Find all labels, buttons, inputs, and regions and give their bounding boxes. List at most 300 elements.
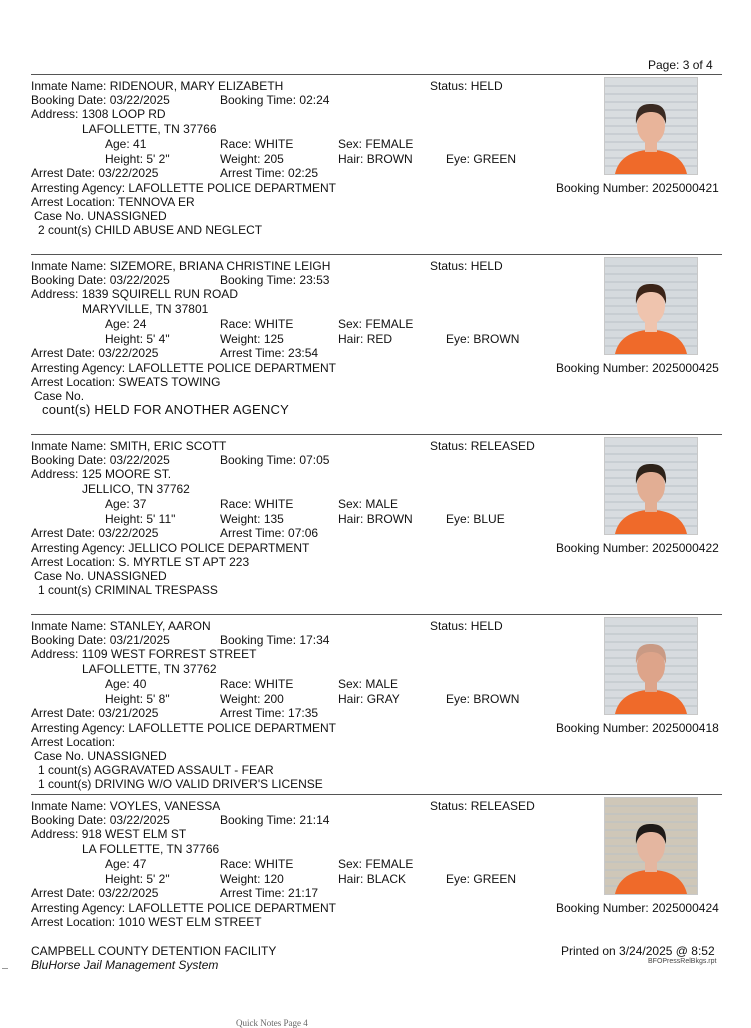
- hair-part: BROWN: [366, 512, 413, 526]
- arrest-location-part: Arrest Location:: [31, 375, 116, 389]
- eye-part: Eye:: [446, 512, 471, 526]
- case-number: [34, 749, 167, 763]
- hair-part: Hair:: [338, 512, 364, 526]
- sex-part: MALE: [365, 497, 399, 511]
- mugshot-photo: [604, 437, 698, 535]
- charge: [38, 777, 323, 791]
- height-part: 5' 2": [146, 152, 170, 166]
- charge: [38, 763, 274, 777]
- eye-part: Eye:: [446, 332, 471, 346]
- status: [430, 439, 535, 453]
- height-part: Height:: [105, 332, 144, 346]
- booking-number: [556, 181, 719, 195]
- mugshot-photo: [604, 617, 698, 715]
- booking-number-part: 2025000424: [652, 901, 719, 915]
- arrest-date-part: Arrest Date:: [31, 526, 96, 540]
- status-part: RELEASED: [470, 439, 535, 453]
- weight-part: 120: [263, 872, 284, 886]
- address-line-2-part: LAFOLLETTE, TN 37766: [82, 122, 217, 136]
- race-part: Race:: [220, 317, 252, 331]
- arrest-time: [220, 346, 318, 360]
- booking-number-part: Booking Number:: [556, 901, 649, 915]
- arrest-date: [31, 706, 158, 720]
- height: [105, 512, 175, 526]
- arrest-time-part: Arrest Time:: [220, 346, 285, 360]
- age-part: Age:: [105, 677, 130, 691]
- sex-part: FEMALE: [365, 317, 414, 331]
- sex-part: FEMALE: [365, 137, 414, 151]
- address-line-1-part: 1839 SQUIRELL RUN ROAD: [81, 287, 238, 301]
- status-part: Status:: [430, 619, 468, 633]
- address-line-2: [82, 482, 190, 496]
- charge-part: 1 count(s) DRIVING W/O VALID DRIVER'S LICENSE: [38, 777, 323, 791]
- age-part: Age:: [105, 137, 130, 151]
- arrest-date: [31, 346, 158, 360]
- eye: [446, 872, 516, 886]
- booking-time-part: 07:05: [299, 453, 330, 467]
- weight-part: 205: [263, 152, 284, 166]
- record-divider: [31, 434, 722, 435]
- race-part: Race:: [220, 857, 252, 871]
- arrest-date-part: Arrest Date:: [31, 346, 96, 360]
- race: [220, 317, 293, 331]
- case-number-part: UNASSIGNED: [87, 209, 167, 223]
- charge: [38, 583, 218, 597]
- booking-time-part: 21:14: [299, 813, 330, 827]
- race: [220, 137, 293, 151]
- inmate-name: [31, 799, 220, 813]
- address-line-1-part: 125 MOORE ST.: [81, 467, 172, 481]
- eye-part: BROWN: [473, 692, 520, 706]
- inmate-record: [31, 614, 722, 792]
- hair: [338, 872, 406, 886]
- race-part: WHITE: [254, 497, 294, 511]
- arrest-date: [31, 526, 158, 540]
- eye: [446, 332, 519, 346]
- arrest-time-part: 07:06: [288, 526, 319, 540]
- arresting-agency-part: Arresting Agency:: [31, 721, 126, 735]
- age-part: 40: [133, 677, 147, 691]
- booking-number: [556, 901, 719, 915]
- system-name: BluHorse Jail Management System: [31, 958, 219, 972]
- eye-part: GREEN: [473, 872, 517, 886]
- arresting-agency-part: Arresting Agency:: [31, 361, 126, 375]
- booking-date: [31, 453, 170, 467]
- booking-time: [220, 813, 329, 827]
- race-part: Race:: [220, 137, 252, 151]
- arrest-date-part: Arrest Date:: [31, 166, 96, 180]
- race: [220, 677, 293, 691]
- mugshot-photo: [604, 77, 698, 175]
- arrest-time: [220, 526, 318, 540]
- booking-date-part: 03/21/2025: [109, 633, 170, 647]
- height-part: 5' 8": [146, 692, 170, 706]
- arrest-date-part: 03/22/2025: [98, 526, 159, 540]
- arresting-agency: [31, 181, 336, 195]
- sex: [338, 677, 398, 691]
- arrest-time-part: Arrest Time:: [220, 886, 285, 900]
- charge-part: 1 count(s) AGGRAVATED ASSAULT - FEAR: [38, 763, 274, 777]
- arrest-date: [31, 886, 158, 900]
- weight-part: Weight:: [220, 692, 261, 706]
- weight: [220, 872, 284, 886]
- booking-number-part: Booking Number:: [556, 181, 649, 195]
- arresting-agency: [31, 721, 336, 735]
- address-line-2-part: JELLICO, TN 37762: [82, 482, 190, 496]
- race-part: Race:: [220, 497, 252, 511]
- race-part: WHITE: [254, 317, 294, 331]
- booking-time: [220, 93, 329, 107]
- eye: [446, 512, 505, 526]
- weight: [220, 692, 284, 706]
- booking-date-part: Booking Date:: [31, 453, 107, 467]
- arresting-agency: [31, 901, 336, 915]
- arresting-agency-part: JELLICO POLICE DEPARTMENT: [128, 541, 310, 555]
- sex-part: Sex:: [338, 137, 363, 151]
- case-number: [34, 389, 84, 403]
- hair-part: Hair:: [338, 872, 364, 886]
- age-part: Age:: [105, 857, 130, 871]
- inmate-name: [31, 79, 283, 93]
- hair-part: Hair:: [338, 332, 364, 346]
- inmate-record: [31, 434, 722, 612]
- eye-part: Eye:: [446, 152, 471, 166]
- hair-part: BROWN: [366, 152, 413, 166]
- hair-part: Hair:: [338, 692, 364, 706]
- arresting-agency-part: LAFOLLETTE POLICE DEPARTMENT: [128, 901, 337, 915]
- arresting-agency-part: LAFOLLETTE POLICE DEPARTMENT: [128, 361, 337, 375]
- age: [105, 137, 146, 151]
- hair: [338, 692, 400, 706]
- hair-part: BLACK: [366, 872, 407, 886]
- age-part: 41: [133, 137, 147, 151]
- status-part: Status:: [430, 799, 468, 813]
- inmate-record: [31, 254, 722, 432]
- inmate-name-part: STANLEY, AARON: [109, 619, 211, 633]
- charge-part: 2 count(s) CHILD ABUSE AND NEGLECT: [38, 223, 263, 237]
- inmate-name: [31, 259, 330, 273]
- weight: [220, 512, 284, 526]
- record-divider: [31, 614, 722, 615]
- address-line-1: [31, 827, 186, 841]
- status: [430, 79, 503, 93]
- arrest-time-part: 23:54: [288, 346, 319, 360]
- arrest-location-part: S. MYRTLE ST APT 223: [118, 555, 250, 569]
- weight-part: Weight:: [220, 152, 261, 166]
- arrest-location-part: Arrest Location:: [31, 195, 116, 209]
- status-part: Status:: [430, 259, 468, 273]
- height: [105, 872, 170, 886]
- facility-name: CAMPBELL COUNTY DETENTION FACILITY: [31, 944, 277, 958]
- height-part: 5' 11": [146, 512, 176, 526]
- height-part: Height:: [105, 512, 144, 526]
- arrest-time-part: 21:17: [288, 886, 319, 900]
- address-line-1-part: Address:: [31, 287, 79, 301]
- status: [430, 259, 503, 273]
- age: [105, 677, 146, 691]
- race-part: WHITE: [254, 137, 294, 151]
- eye-part: GREEN: [473, 152, 517, 166]
- address-line-1-part: Address:: [31, 647, 79, 661]
- hair-part: GRAY: [366, 692, 400, 706]
- height-part: Height:: [105, 692, 144, 706]
- booking-date-part: Booking Date:: [31, 93, 107, 107]
- arrest-location-part: Arrest Location:: [31, 555, 116, 569]
- inmate-name-part: Inmate Name:: [31, 439, 107, 453]
- booking-date-part: 03/22/2025: [109, 93, 170, 107]
- arrest-time: [220, 886, 318, 900]
- height: [105, 332, 170, 346]
- eye: [446, 152, 516, 166]
- arresting-agency: [31, 361, 336, 375]
- hair-part: Hair:: [338, 152, 364, 166]
- printed-timestamp: Printed on 3/24/2025 @ 8:52: [561, 944, 715, 958]
- address-line-1-part: Address:: [31, 467, 79, 481]
- inmate-name: [31, 619, 211, 633]
- weight: [220, 332, 284, 346]
- weight-part: 200: [263, 692, 284, 706]
- address-line-1-part: 918 WEST ELM ST: [81, 827, 187, 841]
- age: [105, 497, 146, 511]
- weight-part: Weight:: [220, 332, 261, 346]
- arresting-agency: [31, 541, 309, 555]
- eye-part: BROWN: [473, 332, 520, 346]
- inmate-name-part: VOYLES, VANESSA: [109, 799, 221, 813]
- case-number: [34, 569, 167, 583]
- eye: [446, 692, 519, 706]
- address-line-1: [31, 647, 256, 661]
- hair: [338, 512, 413, 526]
- inmate-name-part: Inmate Name:: [31, 619, 107, 633]
- eye-part: Eye:: [446, 692, 471, 706]
- arrest-time: [220, 706, 318, 720]
- margin-mark: [2, 968, 8, 969]
- inmate-name-part: Inmate Name:: [31, 259, 107, 273]
- charge-part: count(s) HELD FOR ANOTHER AGENCY: [42, 402, 289, 417]
- booking-time-part: Booking Time:: [220, 93, 297, 107]
- height: [105, 152, 170, 166]
- address-line-2: [82, 122, 217, 136]
- booking-number-part: Booking Number:: [556, 721, 649, 735]
- race: [220, 857, 293, 871]
- booking-number-part: 2025000418: [652, 721, 719, 735]
- booking-number-part: Booking Number:: [556, 361, 649, 375]
- address-line-2-part: LA FOLLETTE, TN 37766: [82, 842, 220, 856]
- address-line-2-part: LAFOLLETTE, TN 37762: [82, 662, 217, 676]
- arresting-agency-part: Arresting Agency:: [31, 181, 126, 195]
- hair: [338, 152, 413, 166]
- arrest-time-part: 02:25: [288, 166, 319, 180]
- sex: [338, 137, 413, 151]
- booking-date: [31, 633, 170, 647]
- arresting-agency-part: LAFOLLETTE POLICE DEPARTMENT: [128, 721, 337, 735]
- sex-part: MALE: [365, 677, 399, 691]
- arresting-agency-part: Arresting Agency:: [31, 901, 126, 915]
- booking-date: [31, 813, 170, 827]
- inmate-name-part: RIDENOUR, MARY ELIZABETH: [109, 79, 284, 93]
- inmate-record: [31, 74, 722, 252]
- weight-part: 135: [263, 512, 284, 526]
- page-number: Page: 3 of 4: [648, 58, 713, 72]
- arrest-date-part: 03/22/2025: [98, 166, 159, 180]
- arrest-location: [31, 195, 195, 209]
- booking-date-part: 03/22/2025: [109, 453, 170, 467]
- record-divider: [31, 794, 722, 795]
- booking-date-part: Booking Date:: [31, 633, 107, 647]
- status-part: HELD: [470, 619, 503, 633]
- booking-time-part: Booking Time:: [220, 273, 297, 287]
- address-line-2: [82, 662, 217, 676]
- age: [105, 317, 146, 331]
- charge: [38, 223, 262, 237]
- booking-time-part: 23:53: [299, 273, 330, 287]
- booking-time: [220, 273, 329, 287]
- booking-number: [556, 721, 719, 735]
- weight: [220, 152, 284, 166]
- inmate-name-part: Inmate Name:: [31, 799, 107, 813]
- arrest-location: [31, 735, 115, 749]
- hair: [338, 332, 392, 346]
- booking-time-part: Booking Time:: [220, 633, 297, 647]
- booking-date-part: 03/22/2025: [109, 813, 170, 827]
- weight-part: Weight:: [220, 872, 261, 886]
- record-divider: [31, 254, 722, 255]
- eye-part: Eye:: [446, 872, 471, 886]
- sex-part: FEMALE: [365, 857, 414, 871]
- inmate-name-part: Inmate Name:: [31, 79, 107, 93]
- race-part: Race:: [220, 677, 252, 691]
- address-line-2-part: MARYVILLE, TN 37801: [82, 302, 209, 316]
- hair-part: RED: [366, 332, 393, 346]
- inmate-name-part: SIZEMORE, BRIANA CHRISTINE LEIGH: [109, 259, 331, 273]
- booking-date-part: 03/22/2025: [109, 273, 170, 287]
- age-part: 37: [133, 497, 147, 511]
- status: [430, 619, 503, 633]
- booking-date-part: Booking Date:: [31, 273, 107, 287]
- address-line-2: [82, 842, 219, 856]
- status-part: RELEASED: [470, 799, 535, 813]
- charge: [42, 403, 289, 417]
- case-number-part: Case No.: [34, 209, 85, 223]
- arrest-time-part: Arrest Time:: [220, 166, 285, 180]
- mugshot-photo: [604, 797, 698, 895]
- booking-date: [31, 93, 170, 107]
- arrest-date-part: 03/22/2025: [98, 886, 159, 900]
- case-number-part: Case No.: [34, 749, 85, 763]
- age-part: 24: [133, 317, 147, 331]
- arrest-time-part: Arrest Time:: [220, 706, 285, 720]
- case-number-part: UNASSIGNED: [87, 569, 167, 583]
- arrest-date-part: 03/22/2025: [98, 346, 159, 360]
- record-divider: [31, 74, 722, 75]
- booking-number-part: 2025000421: [652, 181, 719, 195]
- address-line-2: [82, 302, 208, 316]
- arrest-date: [31, 166, 158, 180]
- inmate-name-part: SMITH, ERIC SCOTT: [109, 439, 227, 453]
- weight-part: 125: [263, 332, 284, 346]
- case-number-part: UNASSIGNED: [87, 749, 167, 763]
- booking-number: [556, 541, 719, 555]
- arresting-agency-part: Arresting Agency:: [31, 541, 126, 555]
- arrest-time-part: Arrest Time:: [220, 526, 285, 540]
- sex-part: Sex:: [338, 677, 363, 691]
- arrest-location-part: TENNOVA ER: [118, 195, 195, 209]
- race-part: WHITE: [254, 857, 294, 871]
- status-part: HELD: [470, 79, 503, 93]
- inmate-name: [31, 439, 226, 453]
- arrest-location-part: SWEATS TOWING: [118, 375, 221, 389]
- address-line-1: [31, 287, 238, 301]
- height: [105, 692, 170, 706]
- address-line-1-part: Address:: [31, 107, 79, 121]
- arrest-location-part: Arrest Location:: [31, 915, 116, 929]
- arrest-date-part: Arrest Date:: [31, 886, 96, 900]
- age: [105, 857, 146, 871]
- sex: [338, 317, 413, 331]
- arrest-location-part: Arrest Location:: [31, 735, 116, 749]
- sex-part: Sex:: [338, 857, 363, 871]
- status-part: HELD: [470, 259, 503, 273]
- booking-number: [556, 361, 719, 375]
- height-part: Height:: [105, 872, 144, 886]
- case-number-part: Case No.: [34, 389, 85, 403]
- booking-time: [220, 453, 329, 467]
- arrest-location: [31, 375, 220, 389]
- arrest-time-part: 17:35: [288, 706, 319, 720]
- booking-time-part: Booking Time:: [220, 813, 297, 827]
- age-part: Age:: [105, 497, 130, 511]
- booking-date: [31, 273, 170, 287]
- bleed-through-text: Quick Notes Page 4: [236, 1018, 308, 1028]
- address-line-1: [31, 107, 166, 121]
- arrest-location: [31, 555, 249, 569]
- status-part: Status:: [430, 79, 468, 93]
- sex-part: Sex:: [338, 317, 363, 331]
- arrest-location: [31, 915, 262, 929]
- sex: [338, 857, 413, 871]
- arrest-time: [220, 166, 318, 180]
- booking-time: [220, 633, 329, 647]
- report-filename: BFOPressRelBkgs.rpt: [648, 958, 717, 965]
- race-part: WHITE: [254, 677, 294, 691]
- height-part: Height:: [105, 152, 144, 166]
- arrest-date-part: 03/21/2025: [98, 706, 159, 720]
- case-number-part: Case No.: [34, 569, 85, 583]
- sex: [338, 497, 398, 511]
- booking-number-part: 2025000422: [652, 541, 719, 555]
- charge-part: 1 count(s) CRIMINAL TRESPASS: [38, 583, 218, 597]
- arresting-agency-part: LAFOLLETTE POLICE DEPARTMENT: [128, 181, 337, 195]
- height-part: 5' 4": [146, 332, 170, 346]
- address-line-1-part: Address:: [31, 827, 79, 841]
- weight-part: Weight:: [220, 512, 261, 526]
- sex-part: Sex:: [338, 497, 363, 511]
- height-part: 5' 2": [146, 872, 170, 886]
- case-number: [34, 209, 167, 223]
- booking-number-part: Booking Number:: [556, 541, 649, 555]
- address-line-1-part: 1109 WEST FORREST STREET: [81, 647, 257, 661]
- arrest-date-part: Arrest Date:: [31, 706, 96, 720]
- booking-time-part: Booking Time:: [220, 453, 297, 467]
- status-part: Status:: [430, 439, 468, 453]
- address-line-1-part: 1308 LOOP RD: [81, 107, 166, 121]
- booking-number-part: 2025000425: [652, 361, 719, 375]
- eye-part: BLUE: [473, 512, 505, 526]
- mugshot-photo: [604, 257, 698, 355]
- age-part: 47: [133, 857, 147, 871]
- status: [430, 799, 535, 813]
- booking-time-part: 17:34: [299, 633, 330, 647]
